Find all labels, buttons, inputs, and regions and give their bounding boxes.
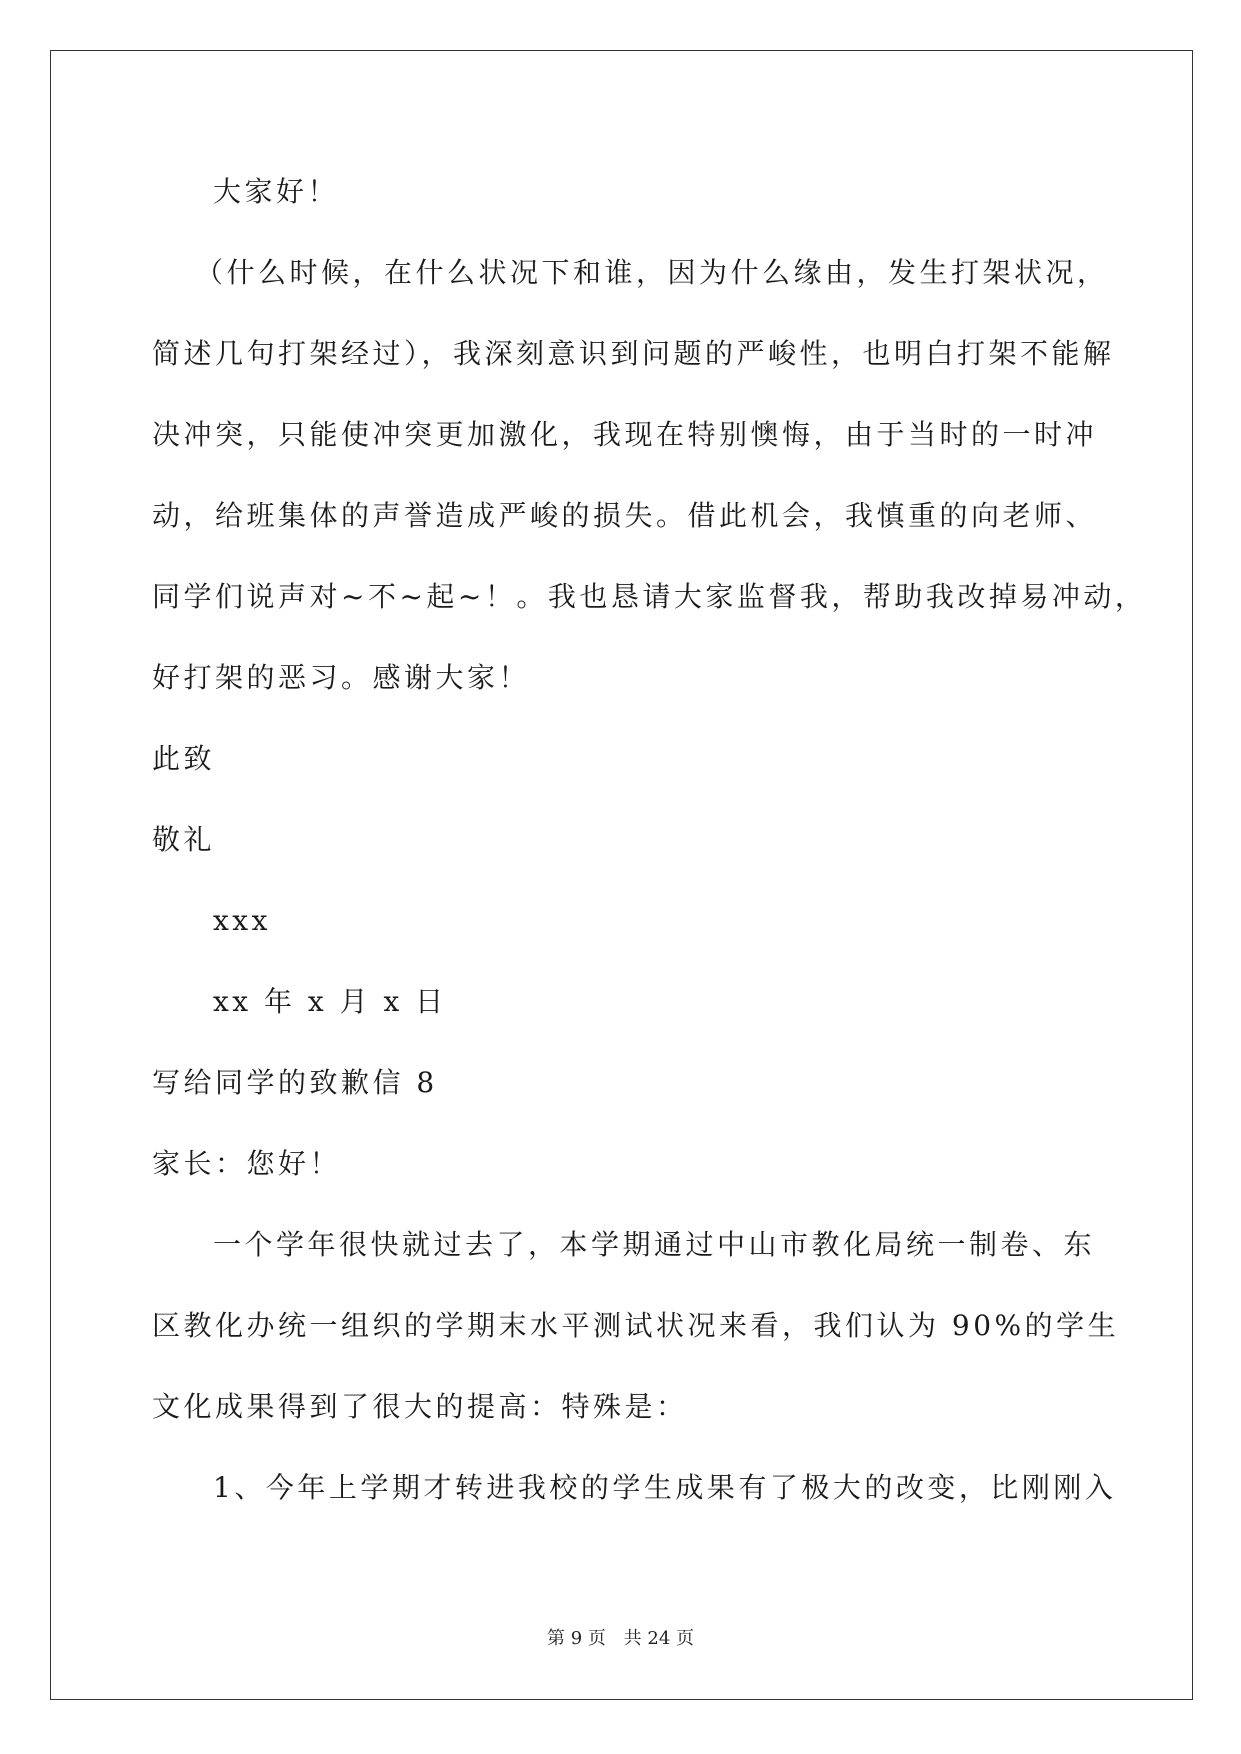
greeting: 家长：您好！ bbox=[152, 1147, 342, 1180]
paragraph-line: 简述几句打架经过），我深刻意识到问题的严峻性，也明白打架不能解 bbox=[152, 337, 1115, 370]
paragraph-line: 同学们说声对~不~起~！。我也恳请大家监督我，帮助我改掉易冲动， bbox=[152, 580, 1147, 613]
paragraph-line: 区教化办统一组织的学期末水平测试状况来看，我们认为 90%的学生 bbox=[152, 1309, 1120, 1342]
closing-line: 敬礼 bbox=[152, 823, 216, 856]
page-border bbox=[50, 50, 1193, 1700]
page-total: 共 24 页 bbox=[623, 1628, 694, 1649]
paragraph-line: 1、今年上学期才转进我校的学生成果有了极大的改变，比刚刚入 bbox=[213, 1471, 1117, 1504]
paragraph-line: 决冲突，只能使冲突更加激化，我现在特别懊悔，由于当时的一时冲 bbox=[152, 418, 1098, 451]
paragraph-line: 好打架的恶习。感谢大家！ bbox=[152, 661, 531, 694]
signature: xxx bbox=[213, 904, 271, 937]
date-line: xx 年 x 月 x 日 bbox=[213, 985, 447, 1018]
section-title: 写给同学的致歉信 8 bbox=[152, 1066, 438, 1099]
paragraph-line: 一个学年很快就过去了，本学期通过中山市教化局统一制卷、东 bbox=[213, 1228, 1096, 1261]
page-number: 第 9 页 bbox=[547, 1628, 606, 1649]
paragraph-line: （什么时候，在什么状况下和谁，因为什么缘由，发生打架状况， bbox=[195, 256, 1109, 289]
page-footer bbox=[0, 1628, 1241, 1650]
closing-line: 此致 bbox=[152, 742, 216, 775]
greeting: 大家好！ bbox=[213, 175, 340, 208]
paragraph-line: 文化成果得到了很大的提高：特殊是： bbox=[152, 1390, 688, 1423]
paragraph-line: 动，给班集体的声誉造成严峻的损失。借此机会，我慎重的向老师、 bbox=[152, 499, 1098, 532]
